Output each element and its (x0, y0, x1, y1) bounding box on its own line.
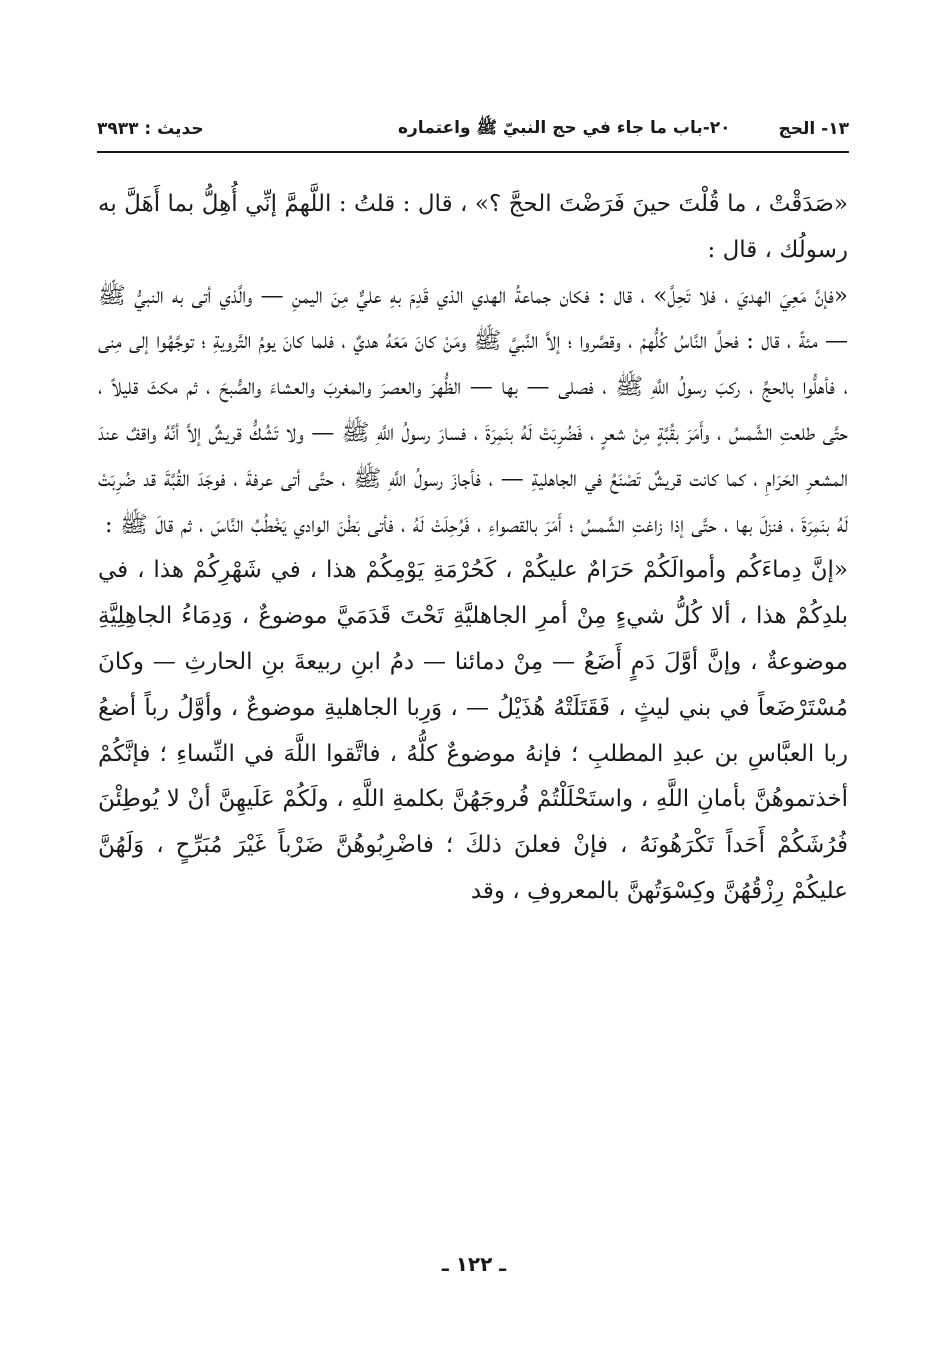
paragraph-3: «إنَّ دِماءَكُم وأموالَكُمْ حَرَامٌ عليكُمْ ، كَحُرْمَةِ يَوْمِكُمْ هذا ، في شَهْرِكُمْ هذا ، في بلدِكُمْ هذا ، ألا كُلُّ شيءٍ مِنْ أمرِ الجاهليَّةِ تَحْتَ قَدَمَيَّ موضوعٌ ، وَدِمَاءُ الجاهِلِيَّةِ موضوعةٌ ، وإنَّ أوَّلَ دَمٍ أَضَعُ — مِنْ دمائنا — دمُ ابنِ ربيعةَ بنِ الحارثِ — وكانَ مُسْتَرْضَعاً في بني ليثٍ ، فَقَتَلَتْهُ هُذَيْلُ — ، وَرِبا الجاهليةِ موضوعٌ ، وأوَّلُ رباً أضعُ ربا العبَّاسِ بن عبدِ المطلبِ ؛ فإنهُ موضوعٌ كلُّهُ ، فاتَّقوا اللَّهَ في النِّساءِ ؛ فإنَّكُمْ أخذتموهُنَّ بأمانِ اللَّهِ ، واستَحْلَلْتُمْ فُروجَهُنَّ بكلمةِ اللَّهِ ، ولَكُمْ عَلَيهِنَّ أنْ لا يُوطِئْنَ فُرُشَكُمْ أَحَداً تَكْرَهُونَهُ ، فإنْ فعلنَ ذلكَ ؛ فاضْرِبُوهُنَّ ضَرْباً غَيْرَ مُبَرِّحٍ ، وَلَهُنَّ عليكُمْ رِزْقُهُنَّ وكِسْوَتُهنَّ بالمعروفِ ، وقد (98, 557, 848, 904)
chapter-title: ١٣- الحج (778, 119, 849, 139)
paragraph-1: «صَدَقْتْ ، ما قُلْتَ حينَ فَرَضْتَ الحجَّ ؟» ، قال : قلتُ : اللَّهمَّ إنِّي أُهِلُّ بما أَهَلَّ به رسولُك ، قال : (98, 191, 848, 263)
page-number: ـ ١٢٢ ـ (441, 1252, 507, 1276)
hadith-number: حديث : ٣٩٣٣ (97, 119, 204, 139)
running-header (97, 112, 849, 146)
paragraph-2: «فإنَّ مَعِيَ الهديَ ، فلا تَحِلَّ» ، قال : فكان جماعةُ الهدي الذي قَدِمَ بهِ عليٌّ مِنَ اليمنِ — والَّذي أتى به النبيُّ ﷺ — مئةً ، قال : فحلَّ النَّاسُ كُلُّهمْ ، وقصَّروا ؛ إلاَّ النَّبيَّ ﷺ ومَنْ كانَ مَعَهُ هديٌ ، فلما كانَ يومُ التَّرويةِ ؛ توجَّهُوا إلى مِنى ، فأهلُّوا بالحجِّ ، ركبَ رسولُ اللَّهِ ﷺ ، فصلى — بها — الظُّهرَ والعصرَ والمغربَ والعشاءَ والصُّبحَ ، ثم مكثَ قليلاً ، حتَّى طلعتِ الشَّمسُ ، وأَمَرَ بقُبَّةٍ مِنْ شعرٍ ، فَضُرِبَتْ لَهُ بنَمِرَةَ ، فسارَ رسولُ اللَّهِ ﷺ — ولا تَشُكُّ قريشٌ إلاَّ أنَّهُ واقفٌ عندَ المشعرِ الحَرَامِ ، كما كانت قريشٌ تَصْنَعُ في الجاهليةِ — ، فأجازَ رسولُ اللَّهِ ﷺ ، حتَّى أتى عرفةَ ، فوجَدَ القُبَّةَ قد ضُرِبَتْ لَهُ بنَمِرَةَ ، فنزلَ بها ، حتَّى إذا زاغتِ الشَّمسُ ؛ أَمَرَ بالقصواءِ ، فَرُحِلَتْ لَهُ ، فأتى بَطْنَ الوادي يَخْطُبُ النَّاسَ ، ثم قالَ ﷺ : (98, 282, 849, 538)
section-title: ٢٠-باب ما جاء في حج النبيّ ﷺ واعتماره (397, 117, 731, 138)
hadith-text (98, 182, 848, 915)
header-divider (97, 151, 849, 153)
